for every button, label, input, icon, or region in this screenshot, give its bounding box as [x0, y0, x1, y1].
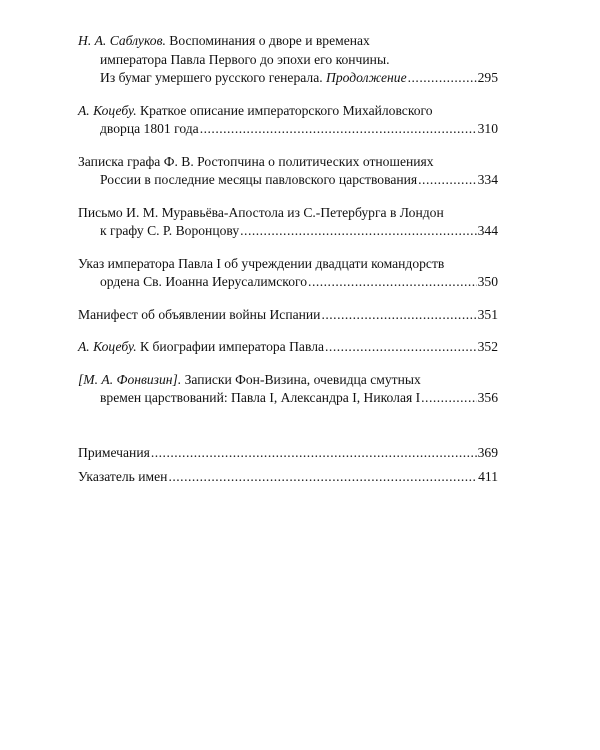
page-number: 334	[477, 172, 498, 187]
toc-entry-kotzebue-biography	[78, 338, 498, 357]
entry-title: Воспоминания о дворе и временах	[169, 33, 370, 48]
page-number: 351	[477, 306, 498, 322]
section-gap	[78, 422, 498, 444]
toc-entry-last-line	[78, 338, 498, 357]
entry-title-continuation: ордена Св. Иоанна Иерусалимского	[100, 274, 308, 289]
toc-entry-paul-decree	[78, 255, 498, 292]
entry-title-continuation: России в последние месяцы павловского царствования	[100, 172, 418, 187]
entry-title-continuation: дворца 1801 года	[100, 121, 199, 136]
toc-entry-rostopchin	[78, 153, 498, 190]
entry-title: Примечания	[78, 444, 150, 460]
toc-entry-last-line	[78, 444, 498, 463]
toc-entry-last-line	[78, 468, 498, 487]
toc-entry-manifesto-spain	[78, 306, 498, 325]
entry-title: Письмо И. М. Муравьёва-Апостола из С.-Петербурга в Лондон	[78, 204, 444, 220]
entry-title-italic: Продолжение	[326, 70, 407, 85]
entry-title-continuation: к графу С. Р. Воронцову	[100, 223, 240, 238]
toc-entry-line	[78, 102, 498, 121]
toc-entry-fonvizin	[78, 371, 498, 408]
entry-title-continuation: времен царствований: Павла I, Александра I, Николая I	[100, 390, 421, 405]
page-number: 344	[477, 223, 498, 238]
toc-entry-last-line	[78, 222, 498, 241]
entry-title: К биографии императора Павла	[140, 339, 325, 354]
page-number: 356	[477, 390, 498, 405]
dot-leader	[418, 171, 476, 190]
dot-leader	[321, 306, 476, 325]
toc-entry-name-index	[78, 468, 498, 487]
page-number: 310	[477, 121, 498, 136]
dot-leader	[408, 69, 477, 88]
toc-entry-last-line	[78, 171, 498, 190]
entry-author: А. Коцебу.	[78, 339, 137, 354]
page-number: 350	[477, 274, 498, 289]
entry-title-continuation: Из бумаг умершего русского генерала.	[100, 70, 323, 85]
page-number: 352	[477, 339, 498, 354]
dot-leader	[200, 120, 477, 139]
dot-leader	[308, 273, 477, 292]
toc-entry-last-line	[78, 273, 498, 292]
entry-title: Записка графа Ф. В. Ростопчина о политических отношениях	[78, 153, 434, 169]
toc-entry-last-line	[78, 389, 498, 408]
entry-title: Краткое описание императорского Михайловского	[140, 102, 433, 118]
dot-leader	[151, 444, 477, 463]
dot-leader	[421, 389, 476, 408]
toc-entry-last-line	[78, 69, 498, 88]
toc-entry-last-line	[78, 120, 498, 139]
toc-entry-last-line	[78, 306, 498, 325]
entry-author: [М. А. Фонвизин].	[78, 371, 182, 387]
table-of-contents	[78, 32, 498, 493]
page-number: 411	[478, 469, 498, 484]
page-number: 295	[477, 70, 498, 85]
dot-leader	[168, 468, 477, 487]
page-number: 369	[477, 444, 498, 460]
toc-entry-notes	[78, 444, 498, 463]
toc-entry-muravyov-letter	[78, 204, 498, 241]
dot-leader	[240, 222, 476, 241]
toc-entry-kotzebue-palace	[78, 102, 498, 139]
dot-leader	[325, 338, 477, 357]
entry-author: А. Коцебу.	[78, 102, 137, 118]
entry-title: Записки Фон-Визина, очевидца смутных	[184, 371, 421, 387]
toc-entry-line	[78, 371, 498, 390]
entry-title: Указатель имен	[78, 469, 168, 484]
toc-entry-line	[78, 32, 498, 51]
toc-entry-sablukov	[78, 32, 498, 88]
entry-title-continuation: императора Павла Первого до эпохи его кончины.	[100, 51, 390, 67]
entry-author: Н. А. Саблуков.	[78, 33, 166, 48]
entry-title: Манифест об объявлении войны Испании	[78, 306, 321, 322]
entry-title: Указ императора Павла I об учреждении двадцати командорств	[78, 255, 445, 271]
